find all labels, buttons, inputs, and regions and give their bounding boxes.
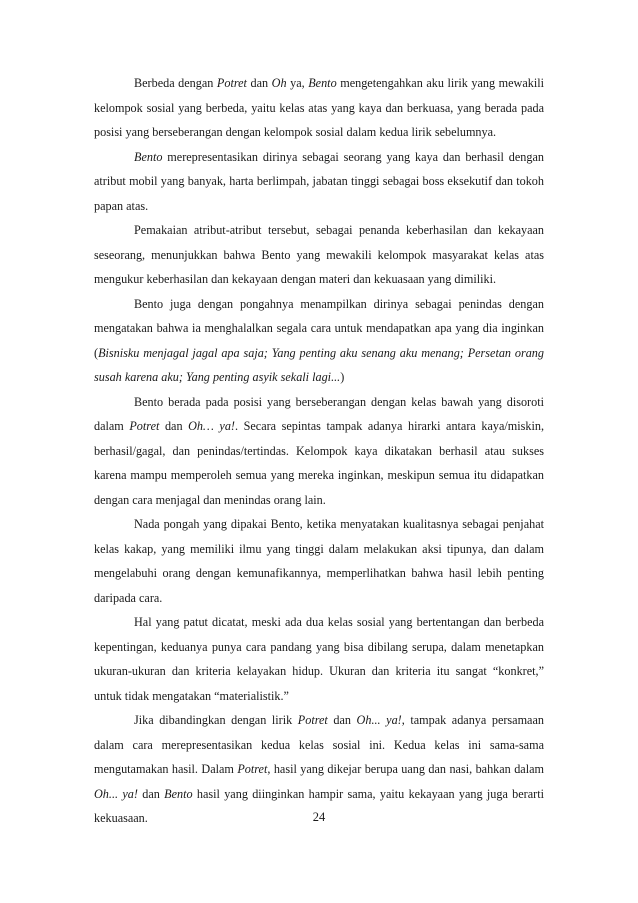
italic-text: Oh... ya!	[356, 713, 402, 727]
text-run: mengetengahkan aku lirik yang mewakili kelompok sosial yang berbeda, yaitu kelas atas yang kaya dan berkuasa, yang berada pada posisi yang berseberangan dengan kelompok sosial dalam kedua lirik sebelumnya.	[94, 76, 544, 139]
paragraph	[94, 390, 544, 513]
italic-text: Oh	[271, 76, 287, 90]
text-run: )	[340, 370, 345, 384]
text-run: . Secara sepintas tampak adanya hirarki antara kaya/miskin, berhasil/gagal, dan penindas/tertindas. Kelompok kaya dikatakan berhasil atau sukses karena mampu memperoleh semua yang mereka inginkan, meskipun semua itu didapatkan dengan cara menjagal dan menindas orang lain.	[94, 419, 545, 507]
italic-text: Oh... ya!	[94, 786, 138, 801]
text-run: dan	[327, 713, 357, 727]
paragraph	[94, 610, 544, 708]
paragraph	[94, 71, 544, 145]
text-run: Bento berada pada posisi yang berseberangan dengan kelas bawah yang disoroti dalam	[94, 394, 544, 433]
text-run: Nada pongah yang dipakai Bento, ketika menyatakan kualitasnya sebagai penjahat kelas kakap, yang memiliki ilmu yang tinggi dalam melakukan aksi tipunya, dan dalam mengelabuhi orang dengan kemunafikannya, memperlihatkan bahwa hasil lebih penting daripada cara.	[94, 517, 544, 605]
text-run: Jika dibandingkan dengan lirik	[134, 713, 298, 727]
paragraph	[94, 512, 544, 610]
text-run: Berbeda dengan	[134, 76, 217, 90]
paragraph	[94, 292, 544, 390]
text-run: hasil yang diinginkan hampir sama, yaitu kekayaan yang juga berarti kekuasaan.	[94, 786, 544, 825]
italic-text: Bisnisku menjagal jagal apa saja; Yang penting aku senang aku menang; Persetan orang susah karena aku; Yang penting asyik sekali lagi...	[94, 345, 544, 384]
italic-text: Bento	[308, 76, 337, 90]
italic-text: Potret	[129, 419, 160, 433]
text-run: dan	[246, 76, 272, 90]
italic-text: Bento	[134, 149, 163, 164]
text-run: , tampak adanya persamaan dalam cara merepresentasikan kedua kelas sosial ini. Kedua kelas ini sama-sama mengutamakan hasil. Dalam	[94, 713, 544, 776]
italic-text: Potret	[297, 713, 328, 727]
text-run: Pemakaian atribut-atribut tersebut, sebagai penanda keberhasilan dan kekayaan seseorang, menunjukkan bahwa Bento yang mewakili kelompok masyarakat kelas atas mengukur keberhasilan dan kekayaan dengan materi dan kekuasaan yang dimiliki.	[94, 223, 544, 286]
text-run: dan	[137, 786, 165, 801]
text-run: dan	[159, 419, 189, 433]
page-number: 24	[312, 810, 326, 824]
text-run: Hal yang patut dicatat, meski ada dua kelas sosial yang bertentangan dan berbeda kepentingan, keduanya punya cara pandang yang bisa dibilang serupa, dalam menetapkan ukuran-ukuran dan kriteria kelayakan hidup. Ukuran dan kriteria itu sangat “konkret,” untuk tidak mengatakan “materialistik.”	[94, 615, 544, 703]
text-run: merepresentasikan dirinya sebagai seorang yang kaya dan berhasil dengan atribut mobil yang banyak, harta berlimpah, jabatan tinggi sebagai boss eksekutif dan tokoh papan atas.	[94, 149, 544, 213]
italic-text: Potret	[216, 76, 247, 90]
paragraph	[94, 218, 544, 292]
italic-text: Oh… ya!	[188, 419, 235, 433]
italic-text: Potret	[237, 762, 268, 776]
italic-text: Bento	[164, 786, 193, 801]
text-run: , hasil yang dikejar berupa uang dan nasi, bahkan dalam	[267, 762, 544, 776]
text-run: Bento juga dengan pongahnya menampilkan dirinya sebagai penindas dengan mengatakan bahwa ia menghalalkan segala cara untuk mendapatkan apa yang dia inginkan (	[94, 296, 544, 360]
document-body	[94, 71, 544, 831]
paragraph	[94, 145, 544, 219]
text-run: ya,	[286, 76, 309, 90]
